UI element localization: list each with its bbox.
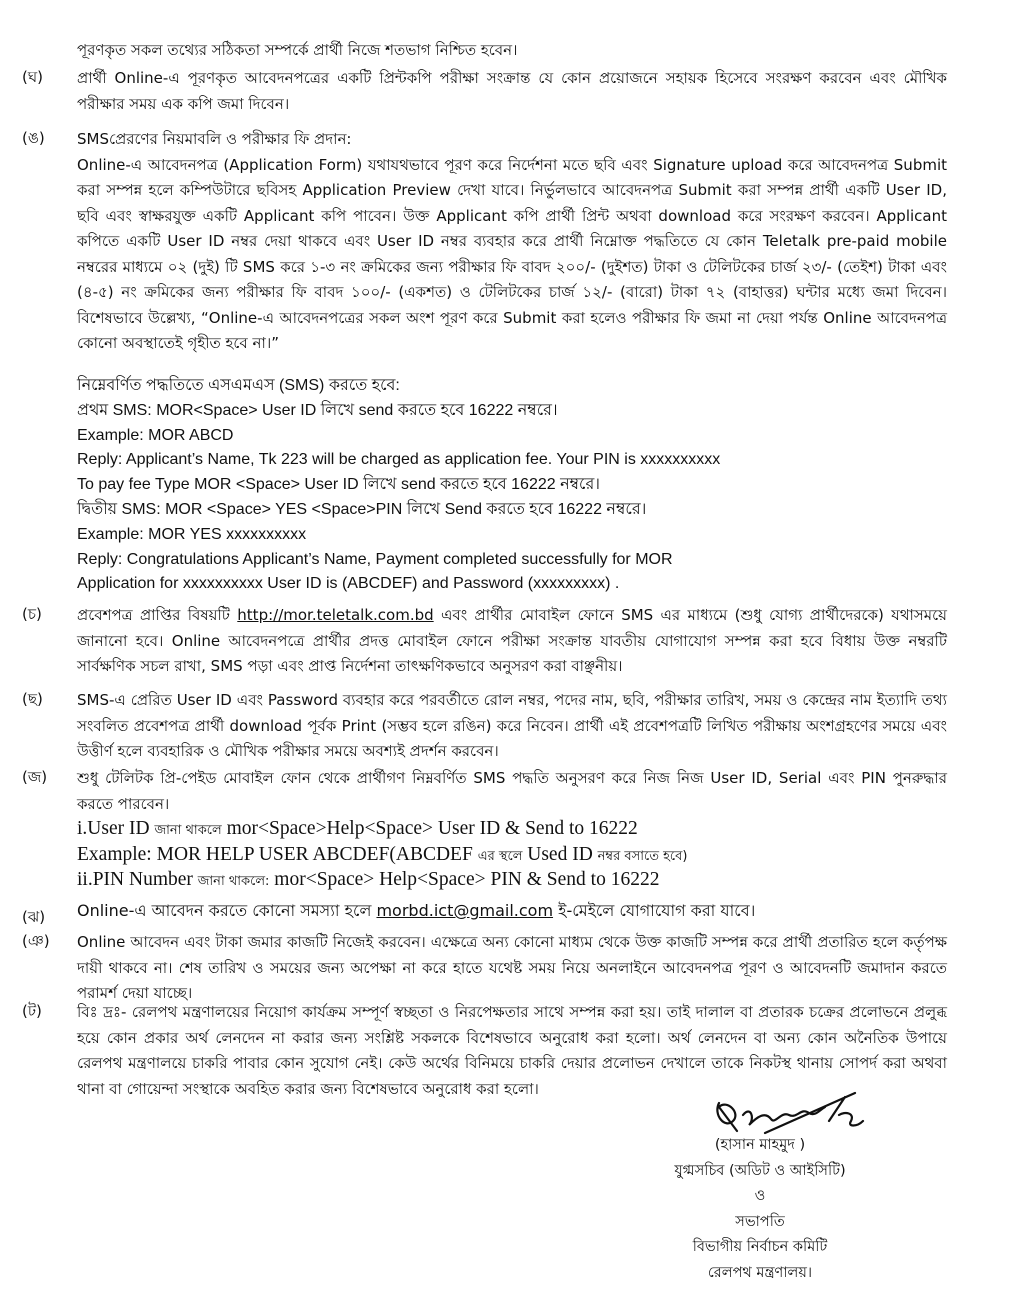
signatory-name: (হাসান মাহমুদ )	[714, 1137, 806, 1153]
recovery-text: mor<Space>Help<Space> User ID & Send to 16222	[221, 818, 638, 839]
recovery-line-pin	[77, 868, 947, 894]
sms-line: Reply: Applicant’s Name, Tk 223 will be charged as application fee. Your PIN is xxxxxxxxxx	[77, 451, 721, 469]
intro-block	[22, 38, 947, 64]
recovery-text: Used ID	[522, 843, 598, 865]
signatory-ministry: রেলপথ মন্ত্রণালয়।	[707, 1264, 813, 1281]
recovery-text: এর স্থলে	[477, 848, 523, 864]
clause-heading: SMSপ্রেরণের নিয়মাবলি ও পরীক্ষার ফি প্রদান:	[77, 130, 352, 148]
sms-line: দ্বিতীয় SMS: MOR <Space> YES <Space>PIN লিখে Send করতে হবে 16222 নম্বরে।	[77, 500, 647, 518]
signature-block	[640, 1133, 880, 1286]
clause-text	[77, 603, 947, 680]
email-link[interactable]: morbd.ict@gmail.com	[376, 901, 554, 920]
intro-line: পূরণকৃত সকল তথ্যের সঠিকতা সম্পর্কে প্রার্থী নিজে শতভাগ নিশ্চিত হবেন।	[77, 41, 518, 59]
clause-marker: (জ)	[22, 768, 48, 786]
clause-nya	[22, 930, 947, 1007]
clause-text: SMS-এ প্রেরিত User ID এবং Password ব্যবহার করে পরবর্তীতে রোল নম্বর, পদের নাম, ছবি, পরীক্ষার তারিখ, সময় ও কেন্দ্রের নাম ইত্যাদি তথ্য সংবলিত প্রবেশপত্র প্রার্থী download পূর্বক Print (সম্ভব হলে রঙিন) করে নিবেন। প্রার্থী এই প্রবেশপত্রটি লিখিত পরীক্ষায় অংশগ্রহণের সময়ে এবং উত্তীর্ণ হলে ব্যবহারিক ও মৌখিক পরীক্ষার সময়ে অবশ্যই প্রদর্শন করবেন।	[77, 691, 947, 760]
recovery-instructions	[77, 817, 947, 894]
clause-marker: (ঘ)	[22, 68, 43, 86]
clause-text: প্রার্থী Online-এ পূরণকৃত আবেদনপত্রের একটি প্রিন্টকপি পরীক্ষা সংক্রান্ত যে কোন প্রয়োজনে সহায়ক হিসেবে সংরক্ষণ করবেন এবং মৌখিক পরীক্ষার সময় এক কপি জমা দিবেন।	[77, 69, 947, 113]
sms-instructions	[22, 374, 947, 597]
clause-chha	[22, 688, 947, 765]
teletalk-link[interactable]: http://mor.teletalk.com.bd	[237, 606, 434, 624]
clause-ja	[22, 766, 947, 894]
clause-marker: (চ)	[22, 605, 42, 623]
sms-line: প্রথম SMS: MOR<Space> User ID লিখে send করতে হবে 16222 নম্বরে।	[77, 401, 558, 419]
clause-marker: (ঝ)	[22, 908, 46, 926]
recovery-text: জানা থাকলে:	[197, 874, 270, 889]
clause-marker: (ট)	[22, 1002, 42, 1020]
signatory-role: সভাপতি	[735, 1213, 785, 1230]
contact-text: Online-এ আবেদন করতে কোনো সমস্যা হলে	[77, 901, 377, 920]
recovery-line-user-id	[77, 817, 947, 843]
recovery-text: জানা থাকলে	[154, 823, 222, 838]
signatory-title: যুগ্মসচিব (অডিট ও আইসিটি)	[674, 1162, 846, 1179]
sms-line: To pay fee Type MOR <Space> User ID লিখে send করতে হবে 16222 নম্বরে।	[77, 476, 601, 494]
sms-notice-text: এবং প্রার্থীর মোবাইল ফোনে SMS এর মাধ্যমে (শুধু যোগ্য প্রার্থীদেরকে) যথাসময়ে জানানো হবে। Online আবেদনপত্রে প্রার্থীর প্রদত্ত মোবাইল ফোনে পরীক্ষা সংক্রান্ত যাবতীয় যোগাযোগ সম্পন্ন করা হবে বিধায় উক্ত নম্বরটি সার্বক্ষণিক সচল রাখা, SMS পড়া এবং প্রাপ্ত নির্দেশনা তাৎক্ষণিকভাবে অনুসরণ করা বাঞ্ছনীয়।	[77, 606, 947, 675]
clause-marker: (ছ)	[22, 690, 43, 708]
clause-gha	[22, 66, 947, 117]
clause-marker: (ঞ)	[22, 932, 50, 950]
clause-marker: (ঙ)	[22, 129, 45, 147]
sms-line: Example: MOR ABCD	[77, 426, 234, 444]
sms-line: নিম্নেবর্ণিত পদ্ধতিতে এসএমএস (SMS) করতে হবে:	[77, 377, 400, 394]
clause-text: Online আবেদন এবং টাকা জমার কাজটি নিজেই করবেন। এক্ষেত্রে অন্য কোনো মাধ্যম থেকে উক্ত কাজটি সম্পন্ন করে প্রার্থী প্রতারিত হলে কর্তৃপক্ষ দায়ী থাকবে না। শেষ তারিখ ও সময়ের জন্য অপেক্ষা না করে হাতে যথেষ্ট সময় নিয়ে অনলাইনে আবেদনপত্র পূরণ ও আবেদনটি জমাদান করতে পরামর্শ দেয়া যাচ্ছে।	[77, 933, 947, 1002]
clause-text: শুধু টেলিটক প্রি-পেইড মোবাইল ফোন থেকে প্রার্থীগণ নিম্নবর্ণিত SMS পদ্ধতি অনুসরণ করে নিজ নিজ User ID, Serial এবং PIN পুনরুদ্ধার করতে পারবেন।	[77, 769, 947, 813]
clause-text	[77, 898, 947, 924]
clause-uma	[22, 127, 947, 357]
recovery-text: ii.PIN Number	[77, 869, 198, 890]
recovery-text: Example: MOR HELP USER ABCDEF(ABCDEF	[77, 843, 478, 865]
sms-line: Application for xxxxxxxxxx User ID is (ABCDEF) and Password (xxxxxxxxx) .	[77, 575, 620, 593]
signatory-committee: বিভাগীয় নির্বাচন কমিটি	[692, 1239, 828, 1255]
clause-cha	[22, 603, 947, 680]
admit-card-text: প্রবেশপত্র প্রাপ্তির বিষয়টি	[77, 606, 238, 624]
contact-text: ই-মেইলে যোগাযোগ করা যাবে।	[553, 901, 756, 920]
recovery-text: i.User ID	[77, 818, 155, 839]
clause-jha	[22, 898, 947, 924]
recovery-line-example	[77, 843, 947, 869]
sms-line: Reply: Congratulations Applicant’s Name, Payment completed successfully for MOR	[77, 550, 673, 568]
clause-text: বিঃ দ্রঃ- রেলপথ মন্ত্রণালয়ের নিয়োগ কার্যক্রম সম্পূর্ণ স্বচ্ছতা ও নিরপেক্ষতার সাথে সম্পন্ন করা হয়। তাই দালাল বা প্রতারক চক্রের প্রলোভনে প্রলুব্ধ হয়ে কোন প্রকার অর্থ লেনদেন না করার জন্য সংশ্লিষ্ট সকলকে বিশেষভাবে অনুরোধ করা হলো। অর্থ লেনদেন বা অন্য কোন অনৈতিক উপায়ে রেলপথ মন্ত্রণালয়ে চাকরি পাবার কোন সুযোগ নেই। কেউ অর্থের বিনিময়ে চাকরি দেয়ার প্রলোভন দেখালে তাকে নিকটস্থ থানায় সোপর্দ করা অথবা থানা বা গোয়েন্দা সংস্থাকে অবহিত করার জন্য বিশেষভাবে অনুরোধ করা হলো।	[77, 1003, 947, 1098]
sms-line: Example: MOR YES xxxxxxxxxx	[77, 525, 307, 543]
clause-text: Online-এ আবেদনপত্র (Application Form) যথাযথভাবে পূরণ করে নির্দেশনা মতে ছবি এবং Signature upload করে আবেদনপত্র Submit করা সম্পন্ন হলে কম্পিউটারে ছবিসহ Application Preview দেখা যাবে। নির্ভুলভাবে আবেদনপত্র Submit করা সম্পন্ন প্রার্থী একটি User ID, ছবি এবং স্বাক্ষরযুক্ত একটি Applicant কপি পাবেন। উক্ত Applicant কপি প্রার্থী প্রিন্ট অথবা download করে সংরক্ষণ করবেন। Applicant কপিতে একটি User ID নম্বর দেয়া থাকবে এবং User ID নম্বর ব্যবহার করে প্রার্থী নিম্নোক্ত পদ্ধতিতে যে কোন Teletalk pre-paid mobile নম্বরের মাধ্যমে ০২ (দুই) টি SMS করে ১-৩ নং ক্রমিকের জন্য পরীক্ষার ফি বাবদ ২০০/- (দুইশত) টাকা ও টেলিটকের চার্জ ২৩/- (তেইশ) টাকা এবং (৪-৫) নং ক্রমিকের জন্য পরীক্ষার ফি বাবদ ১০০/- (একশত) ও টেলিটকের চার্জ ১২/- (বারো) টাকা ৭২ (বাহাত্তর) ঘন্টার মধ্যে জমা দিবেন। বিশেষভাবে উল্লেখ্য, “Online-এ আবেদনপত্রের সকল অংশ পূরণ করে Submit করা হলেও পরীক্ষার ফি জমা না দেয়া পর্যন্ত Online আবেদনপত্র কোনো অবস্থাতেই গৃহীত হবে না।”	[77, 155, 947, 352]
recovery-text: নম্বর বসাতে হবে)	[597, 848, 688, 864]
recovery-text: mor<Space> Help<Space> PIN & Send to 16222	[269, 869, 660, 890]
signatory-and: ও	[754, 1188, 766, 1204]
